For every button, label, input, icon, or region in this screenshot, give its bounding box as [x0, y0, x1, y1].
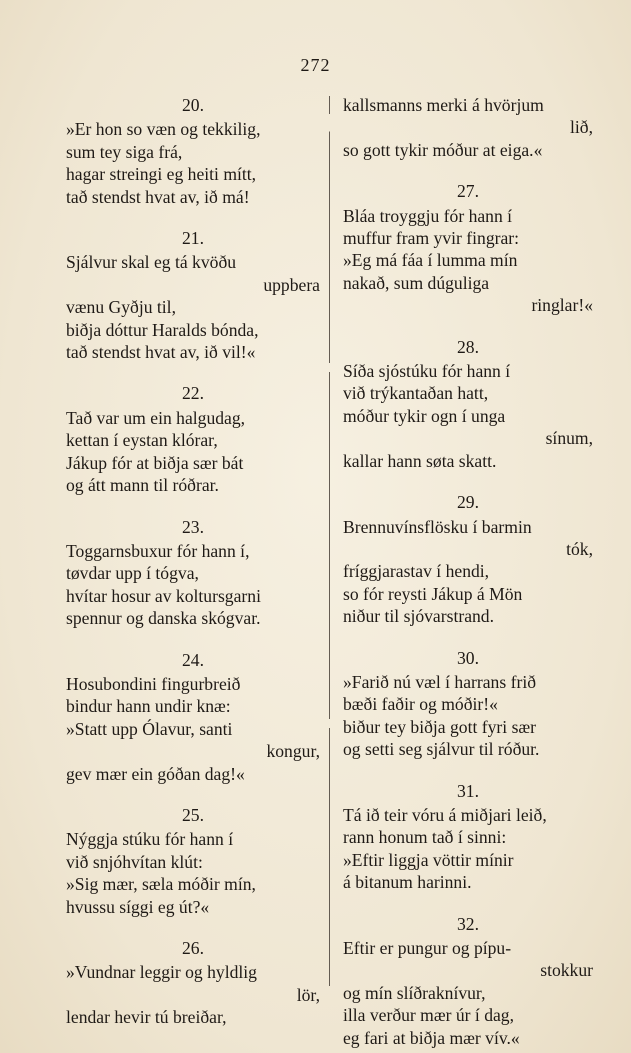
- verse-line: við trýkantaðan hatt,: [343, 383, 489, 404]
- verse-line: eg fari at biðja mær vív.«: [343, 1027, 520, 1048]
- stanza-gap: [66, 918, 320, 937]
- stanza: [343, 491, 593, 627]
- stanza-gap: [343, 161, 593, 180]
- verse-line: kettan í eystan klórar,: [66, 430, 218, 451]
- verse-line: hagar streingi eg heiti mítt,: [66, 164, 257, 185]
- stanza-number: 21.: [182, 228, 204, 249]
- stanza-number: 31.: [457, 780, 479, 801]
- stanza-number: 29.: [457, 492, 479, 513]
- verse-line: »Vundnar leggir og hyldlig: [66, 962, 257, 983]
- stanza-number: 32.: [457, 913, 479, 934]
- verse-line: biður tey biðja gott fyri sær: [343, 716, 537, 737]
- stanza-number: 25.: [182, 804, 204, 825]
- verse-line: niður til sjóvarstrand.: [343, 606, 494, 627]
- verse-line: »Farið nú væl í harrans frið: [343, 671, 537, 692]
- verse-line: Bláa troyggju fór hann í: [343, 205, 513, 226]
- verse-line: so gott tykir móður at eiga.«: [343, 139, 543, 160]
- verse-line: sínum,: [545, 428, 593, 449]
- stanza-gap: [66, 497, 320, 516]
- stanza-gap: [66, 630, 320, 649]
- stanza-number: 23.: [182, 516, 204, 537]
- verse-line: kallsmanns merki á hvörjum: [343, 95, 544, 115]
- verse-line: muffur fram yvir fingrar:: [343, 228, 520, 249]
- verse-line: Síða sjóstúku fór hann í: [343, 361, 511, 382]
- verse-line: illa verður mær úr í dag,: [343, 1005, 515, 1026]
- verse-line: og setti seg sjálvur til róður.: [343, 739, 540, 760]
- stanza-gap: [66, 363, 320, 382]
- verse-line: og átt mann til róðrar.: [66, 475, 219, 496]
- verse-line: hvítar hosur av koltursgarni: [66, 585, 261, 606]
- verse-line: »Er hon so væn og tekkilig,: [66, 119, 261, 140]
- stanza: [66, 649, 320, 785]
- stanza-number: 22.: [182, 383, 204, 404]
- verse-line: lið,: [570, 117, 593, 138]
- verse-line: ringlar!«: [531, 295, 593, 316]
- verse-line: kallar hann søta skatt.: [343, 450, 497, 471]
- verse-line: fríggjarastav í hendi,: [343, 561, 490, 582]
- verse-line: Hosubondini fingurbreið: [66, 673, 241, 694]
- verse-line: móður tykir ogn í unga: [343, 405, 506, 426]
- verse-line: vænu Gyðju til,: [66, 297, 176, 318]
- stanza: [343, 647, 593, 761]
- stanza: [66, 382, 320, 496]
- stanza-number: 28.: [457, 336, 479, 357]
- stanza: [343, 780, 593, 894]
- stanza: [66, 94, 320, 208]
- verse-line: lendar hevir tú breiðar,: [66, 1007, 227, 1028]
- stanza-number: 26.: [182, 938, 204, 958]
- verse-line: og mín slíðraknívur,: [343, 982, 486, 1003]
- verse-line: tøvdar upp í tógva,: [66, 563, 199, 584]
- stanza: [66, 937, 320, 1029]
- stanza-gap: [66, 785, 320, 804]
- stanza-number: 20.: [182, 95, 204, 115]
- right-column: [343, 94, 593, 1049]
- stanza: [66, 804, 320, 918]
- verse-line: bindur hann undir knæ:: [66, 696, 231, 717]
- verse-line: kongur,: [266, 741, 320, 762]
- verse-line: hvussu síggi eg út?«: [66, 896, 210, 917]
- column-divider: [329, 96, 330, 986]
- stanza-number: 30.: [457, 647, 479, 668]
- verse-line: biðja dóttur Haralds bónda,: [66, 319, 259, 340]
- verse-line: so fór reysti Jákup á Mön: [343, 583, 523, 604]
- verse-line: »Eftir liggja vöttir mínir: [343, 849, 514, 870]
- stanza-gap: [343, 472, 593, 491]
- verse-line: »Eg má fáa í lumma mín: [343, 250, 518, 271]
- stanza: [343, 913, 593, 1049]
- verse-line: á bitanum harinni.: [343, 872, 472, 893]
- verse-line: nakað, sum dúguliga: [343, 272, 490, 293]
- verse-line: »Sig mær, sæla móðir mín,: [66, 874, 256, 895]
- verse-line: Nýggja stúku fór hann í: [66, 829, 234, 850]
- stanza: [343, 180, 593, 316]
- stanza: [66, 227, 320, 363]
- stanza-gap: [343, 761, 593, 780]
- verse-line: Jákup fór at biðja sær bát: [66, 452, 244, 473]
- verse-line: Tað var um ein halgudag,: [66, 407, 246, 428]
- verse-line: Eftir er pungur og pípu-: [343, 938, 512, 958]
- stanza-gap: [343, 894, 593, 913]
- verse-line: rann honum tað í sinni:: [343, 827, 507, 848]
- stanza: [343, 336, 593, 472]
- verse-line: lör,: [296, 984, 320, 1005]
- stanza-number: 24.: [182, 649, 204, 670]
- stanza-gap: [343, 317, 593, 336]
- page-number: 272: [300, 55, 331, 75]
- verse-line: tók,: [566, 538, 593, 559]
- left-column: [66, 94, 320, 1029]
- stanza-gap: [66, 208, 320, 227]
- stanza: [66, 516, 320, 630]
- verse-line: spennur og danska skógvar.: [66, 608, 261, 629]
- verse-line: tað stendst hvat av, ið má!: [66, 186, 250, 207]
- verse-line: Toggarnsbuxur fór hann í,: [66, 540, 250, 561]
- verse-line: uppbera: [263, 274, 320, 295]
- verse-line: Sjálvur skal eg tá kvöðu: [66, 252, 237, 273]
- stanza-number: 27.: [457, 181, 479, 202]
- verse-line: bæði faðir og móðir!«: [343, 694, 498, 715]
- stanza: [343, 94, 593, 161]
- verse-line: Brennuvínsflösku í barmin: [343, 516, 532, 537]
- verse-line: tað stendst hvat av, ið vil!«: [66, 342, 256, 363]
- verse-line: stokkur: [540, 960, 593, 981]
- verse-line: »Statt upp Ólavur, santi: [66, 718, 233, 739]
- verse-line: Tá ið teir vóru á miðjari leið,: [343, 804, 547, 825]
- verse-line: sum tey siga frá,: [66, 141, 183, 162]
- stanza-gap: [343, 628, 593, 647]
- verse-line: við snjóhvítan klút:: [66, 851, 203, 872]
- verse-line: gev mær ein góðan dag!«: [66, 763, 245, 784]
